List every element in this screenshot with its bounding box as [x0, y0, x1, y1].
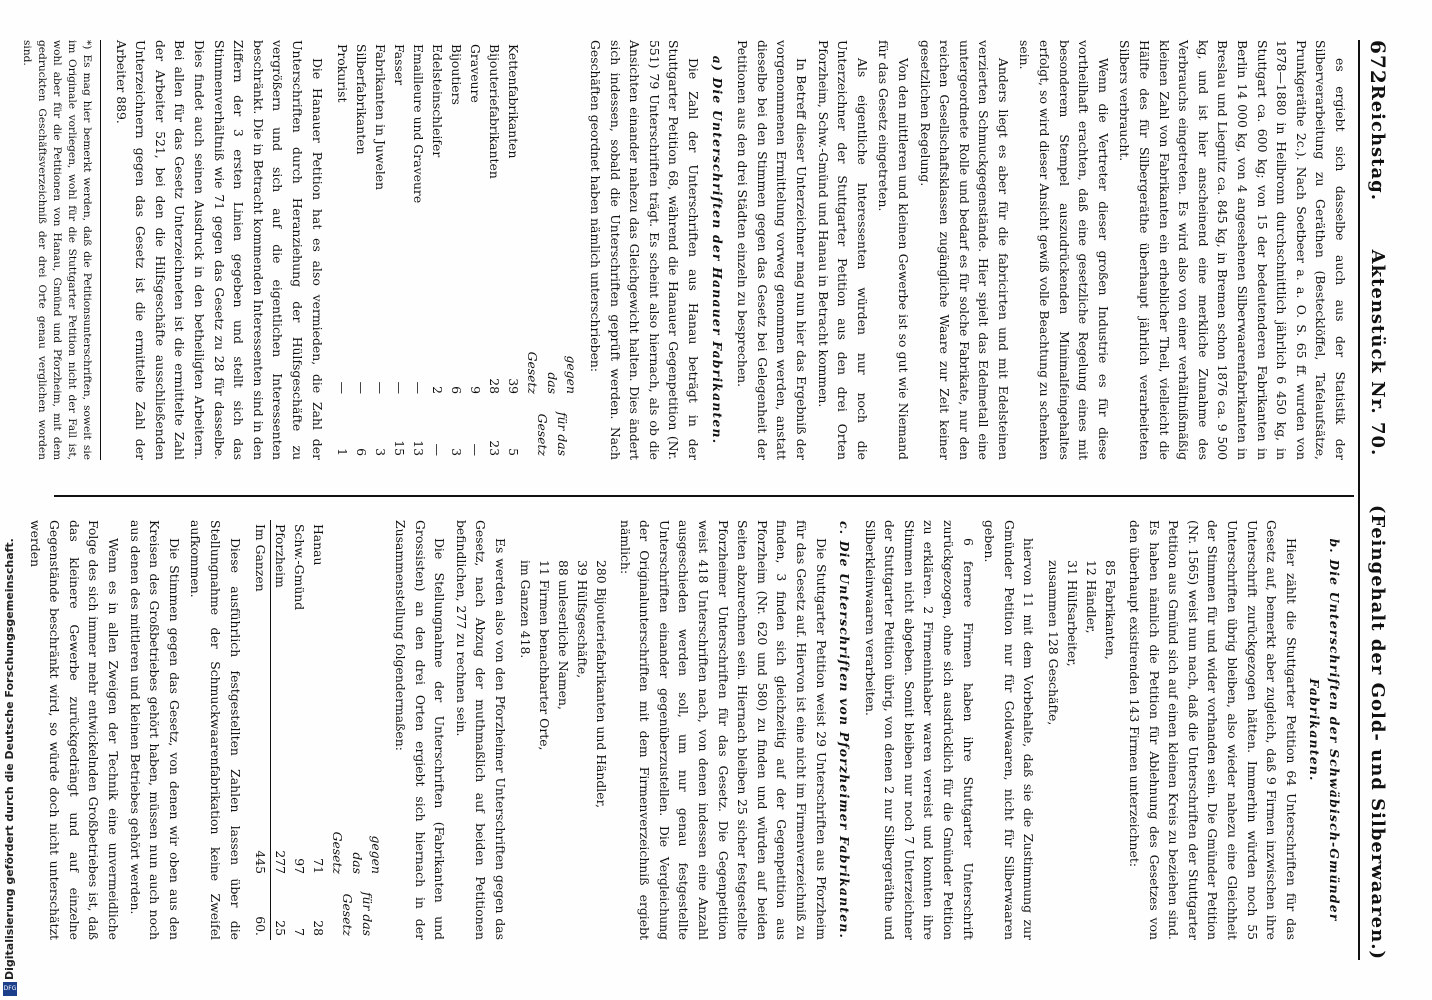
paragraph: es ergiebt sich dasselbe auch aus der Statistik der Silberverarbeitung zu Geräthen (Bestecklöffel, Tafelaufsätze, Prunkgeräthe 2c.). Nach Soetbeer a. a. O. S. 65 ff. wurden von 1878—1880 in Heilbronn durchschnittlich jährlich 6 450 kg, in Stuttgart ca. 600 kg; von 15 der bedeutenderen Fabrikanten in Berlin 14 000 kg, von 4 angesehenen Silberwaarenfabrikanten in Breslau und Liegnitz ca. 845 kg, in Bremen schon 1876 ca. 9 500 kg, und ist hier anscheinend eine merkliche Zunahme des Verbrauchs eingetreten. Es wird also von einer verhältnißmäßig kleinen Zahl von Fabrikanten ein erheblicher Theil, vielleicht die Hälfte des für Silbergeräthe überhaupt jährlich verarbeiteten Silbers verbraucht.: [1117, 40, 1348, 460]
table-row: [371, 40, 390, 460]
table-cell: 97: [291, 858, 307, 874]
count-line: 11 Firmen benachbarter Orte,: [537, 560, 552, 751]
count-line: 280 Bijouteriefabrikanten und Händler,: [594, 560, 609, 809]
paragraph: Hier zählt die Stuttgarter Petition 64 Unterschriften für das Gesetz auf, bemerkt aber zugleich, daß 9 Firmen inzwischen ihre Unterschrift zurückgezogen hätten. Immerhin würden noch 55 Unterschriften übrig bleiben, also wieder nahezu eine Gleichheit der Stimmen für und wider vorhanden sein. Die Gmünder Petition (Nr. 1565) weist nun nach, daß die Unterschriften der Stuttgarter Petition aus Gmünd sich auf einen kleinen Kreis zu beziehen sind. Es haben nämlich die Petition für Ablehnung des Gesetzes von den überhaupt existirenden 143 Firmen unterzeichnet:: [1127, 520, 1299, 940]
table-header-cell: für das Gesetz: [340, 891, 375, 936]
header-left-title: Reichstag.: [1367, 84, 1389, 202]
table-cell: 7: [291, 928, 307, 936]
table-cell: Fasser: [391, 44, 407, 86]
table-row: [447, 40, 466, 460]
table-cell: 23: [486, 440, 502, 456]
page-header: [1364, 40, 1392, 960]
table-cell: 6: [353, 448, 369, 456]
count-line: 39 Hülfsgeschäfte,: [575, 560, 590, 679]
column-divider: [54, 495, 1354, 497]
table-cell: 445: [251, 816, 271, 878]
table-cell: —: [372, 381, 388, 394]
paragraph: Die Hanauer Petition hat es also vermieden, die Zahl der Unterschriften durch Heranziehung der Hülfsgeschäfte zu vergrößern und sich auf die eigentlichen Interessenten beschränkt. Die in Betracht kommenden Interessenten sind in den Ziffern der 3 ersten Linien gegeben und stellt sich das Stimmenverhältniß wie 71 gegen das Gesetz zu 28 für dasselbe. Dies findet auch seinen Ausdruck in den betheiligten Arbeitern. Bei allen für das Gesetz Unterzeichneten ist die ermittelte Zahl der Arbeiter 521, bei den die Hilfsgeschäfte ausschließenden Unterzeichnern gegen das Gesetz ist die ermittelte Zahl der Arbeiter 889.: [113, 40, 325, 460]
digitization-note: Digitalisierung gefördert durch die Deutsche Forschungsgemeinschaft.: [3, 538, 16, 980]
paragraph: Die Stuttgarter Petition weist 29 Unterschriften aus Pforzheim für das Gesetz auf. Hiervon ist eine nicht im Firmenverzeichniß zu finden, 3 finden sich gleichzeitig auf der Gegenpetition aus Pforzheim (Nr. 620 und 580) zu finden und würden auf beiden Seiten abzurechnen sein. Hiernach bleiben 25 sicher festgestellte Pforzheimer Unterschriften für das Gesetz. Die Gegenpetition weist 418 Unterschriften nach, von denen indessen eine Anzahl ausgeschieden werden soll, um nur genau festgestellte Unterschriften einander gegenüberzustellen. Die Vergleichung der Originalunterschriften mit dem Firmenverzeichniß ergiebt nämlich:: [617, 520, 829, 940]
table-header-row: [328, 520, 387, 940]
table-header-cell: gegen das Gesetz: [330, 831, 385, 874]
dfg-logo: DFG: [3, 982, 17, 996]
table-cell: Graveure: [467, 44, 483, 103]
paragraph: Von den mittleren und kleinen Gewerbe ist so gut wie Niemand für das Gesetz eingetreten.: [876, 40, 911, 460]
paragraph: Anders liegt es aber für die fabricirten und mit Edelsteinen verzierten Schmuckgegenstände. Hier spielt das Edelmetall eine untergeordnete Rolle und bedarf es für solche Fabrikate, nur den reichen Gesellschaftsklassen zugängliche Waare zur Zeit keiner gesetzlichen Regelung.: [917, 40, 1011, 460]
gmuend-counts: [1044, 560, 1120, 940]
paragraph: Die Stimmen gegen das Gesetz, von denen wir oben aus den Kreisen des Großbetriebes gehört haben, müssen nun auch noch aus denen des mittleren und kleinen Betriebes gehört werden.: [127, 520, 182, 940]
count-line: zusammen 128 Geschäfte,: [1046, 560, 1062, 726]
section-heading: a) Die Unterschriften der Hanauer Fabrikanten.: [709, 55, 725, 445]
table-cell: —: [353, 381, 369, 394]
table-row: [309, 520, 328, 940]
table-cell: —: [410, 381, 426, 394]
page-number: 672: [1366, 40, 1390, 85]
table-row: [390, 40, 409, 460]
hanau-table: [333, 40, 582, 460]
paragraph: hiervon 11 mit dem Vorbehalte, daß sie die Zustimmung zur Gmünder Petition nur für Goldwaaren, nicht für Silberwaaren geben.: [982, 520, 1037, 940]
table-cell: 25: [272, 920, 288, 936]
table-header-cell: [523, 40, 582, 336]
table-row: [466, 40, 485, 460]
right-column: [23, 520, 1350, 940]
table-cell: Fabrikanten in Juwelen: [372, 44, 388, 191]
paragraph: In Betreff dieser Unterzeichner mag nun hier das Ergebniß der vorgenommenen Ermittelung vorweg genommen werden, anstatt dieselbe bei den Stimmen gegen das Gesetz bei Gelegenheit der Petitionen aus den drei Städten einzeln zu besprechen.: [735, 40, 809, 460]
paragraph: Als eigentliche Interessenten würden nur noch die Unterzeichner der Stuttgarter Petition aus den drei Orten Pforzheim, Schw.-Gmünd und Hanau in Betracht kommen.: [815, 40, 870, 460]
section-heading: c. Die Unterschriften von Pforzheimer Fabrikanten.: [837, 520, 853, 940]
paragraph: 6 fernere Firmen haben ihre Stuttgarter Unterschrift zurückgezogen, ohne sich ausdrücklich für die Gmünder Petition zu erklären. 2 Firmeninhaber waren verreist und konnten ihre Stimmen nicht abgeben. Somit bleiben nur noch 7 Unterzeichner der Stuttgarter Petition übrig, von denen 2 nur Silbergeräthe und Silberkleinwaaren verarbeiten.: [862, 520, 976, 940]
table-cell: —: [467, 443, 483, 456]
table-cell: Edelsteinschleifer: [429, 44, 445, 158]
paragraph: Wenn es in allen Zweigen der Technik eine unvermeidliche Folge des sich immer mehr entwickelnden Großbetriebes ist, daß das kleinere Gewerbe zurückgedrängt und auf einzelne Gegenstände beschränkt wird, so würde doch nicht unterschätzt werden: [27, 520, 122, 940]
table-header-row: [523, 40, 582, 460]
paragraph: Wenn die Vertreter dieser großen Industrie es für diese vortheilhaft erachten, daß eine gesetzliche Regelung eines mit besonderem Stempel auszudrückenden Minimalfeingehaltes erfolgt, so wird dieser Ansicht gewiß volle Beachtung zu schenken sein.: [1017, 40, 1111, 460]
table-cell: Silberfabrikanten: [353, 44, 369, 155]
table-row: [290, 520, 309, 940]
table-cell: 277: [272, 850, 288, 874]
table-row: [333, 40, 352, 460]
table-row: [485, 40, 504, 460]
table-row: [504, 40, 523, 460]
table-cell: 13: [410, 440, 426, 456]
table-cell: 39: [505, 378, 521, 394]
table-row: [428, 40, 447, 460]
table-cell: 28: [486, 378, 502, 394]
header-right-title: (Feingehalt der Gold- und Silberwaaren.): [1367, 504, 1389, 960]
table-header-cell: gegen das Gesetz: [525, 351, 580, 394]
paragraph: Diese ausführlich festgestellten Zahlen lassen über die Stellungnahme der Schmuckwaarenfabrikation keine Zweifel aufkommen.: [188, 520, 243, 940]
paragraph: Die Stellungnahme der Unterschriften (Fabrikanten und Grossisten) an den drei Orten ergiebt sich hiernach in der Zusammenstellung folgendermaßen:: [393, 520, 448, 940]
count-line: 31 Hülfsarbeiter,: [1065, 560, 1081, 667]
table-cell: Pforzheim: [272, 524, 288, 588]
table-cell: 2: [429, 386, 445, 394]
footnote: *) Es mag hier bemerkt werden, daß die Petitionsunterschriften, soweit sie im Originale vorliegen, wohl für die Stuttgarter Petition nicht der Fall ist, wohl aber für die Petitionen von Hanau, Gmünd und Pforzheim, mit dem gedruckten Geschäftsverzeichniß der drei Orte genau verglichen worden sind.: [19, 40, 101, 460]
table-cell: 1: [334, 448, 350, 456]
table-row: [409, 40, 428, 460]
table-cell: Im Ganzen: [251, 520, 271, 816]
pforzheim-counts: [516, 560, 611, 940]
summary-table: [251, 520, 387, 940]
table-header-cell: [328, 520, 387, 816]
table-cell: 71: [310, 858, 326, 874]
side-margin: [0, 0, 20, 1000]
header-rule: [1358, 40, 1360, 960]
table-cell: 3: [372, 448, 388, 456]
table-cell: 15: [391, 440, 407, 456]
count-total: im Ganzen 418.: [518, 560, 533, 659]
table-cell: 9: [467, 386, 483, 394]
count-line: 88 unleserliche Namen,: [556, 560, 571, 710]
table-cell: Schw.-Gmünd: [291, 524, 307, 611]
table-cell: Bijouteriefabrikanten: [486, 44, 502, 179]
table-cell: 5: [505, 448, 521, 456]
table-cell: Emailleure und Graveure: [410, 44, 426, 204]
table-cell: 28: [310, 920, 326, 936]
header-center-title: Aktenstück Nr. 70.: [1367, 249, 1389, 457]
table-cell: 60.: [251, 878, 271, 940]
table-cell: Kettenfabrikanten: [505, 44, 521, 159]
table-total-row: [251, 520, 271, 940]
table-cell: Prokurist: [334, 44, 350, 103]
table-cell: 3: [448, 448, 464, 456]
section-heading: b. Die Unterschriften der Schwäbisch-Gmünder Fabrikanten.: [1307, 538, 1342, 922]
paragraph: Es werden also von den Pforzheimer Unterschriften gegen das Gesetz, nach Abzug der muthmaßlich auf beiden Petitionen befindlichen, 277 zu rechnen sein.: [453, 520, 508, 940]
left-column: [19, 40, 1350, 460]
table-row: [270, 520, 290, 940]
table-cell: 6: [448, 386, 464, 394]
table-row: [352, 40, 371, 460]
table-cell: Bijoutiers: [448, 44, 464, 105]
table-cell: —: [391, 381, 407, 394]
table-cell: Hanau: [310, 524, 326, 566]
table-cell: —: [429, 443, 445, 456]
table-header-cell: für das Gesetz: [535, 411, 570, 456]
paragraph: Die Zahl der Unterschriften aus Hanau beträgt in der Stuttgarter Petition 68, während die Hanauer Gegenpetition (Nr. 551) 79 Unterschriften trägt. Es scheint also hiernach, als ob die Ansichten einander nahezu das Gleichgewicht halten. Dies ändert sich indessen, sobald die Unterschriften geprüft werden. Nach Geschäften geordnet haben nämlich unterschrieben:: [588, 40, 701, 460]
count-line: 12 Händler,: [1084, 560, 1100, 634]
table-cell: —: [334, 381, 350, 394]
count-line: 85 Fabrikanten,: [1103, 560, 1119, 660]
